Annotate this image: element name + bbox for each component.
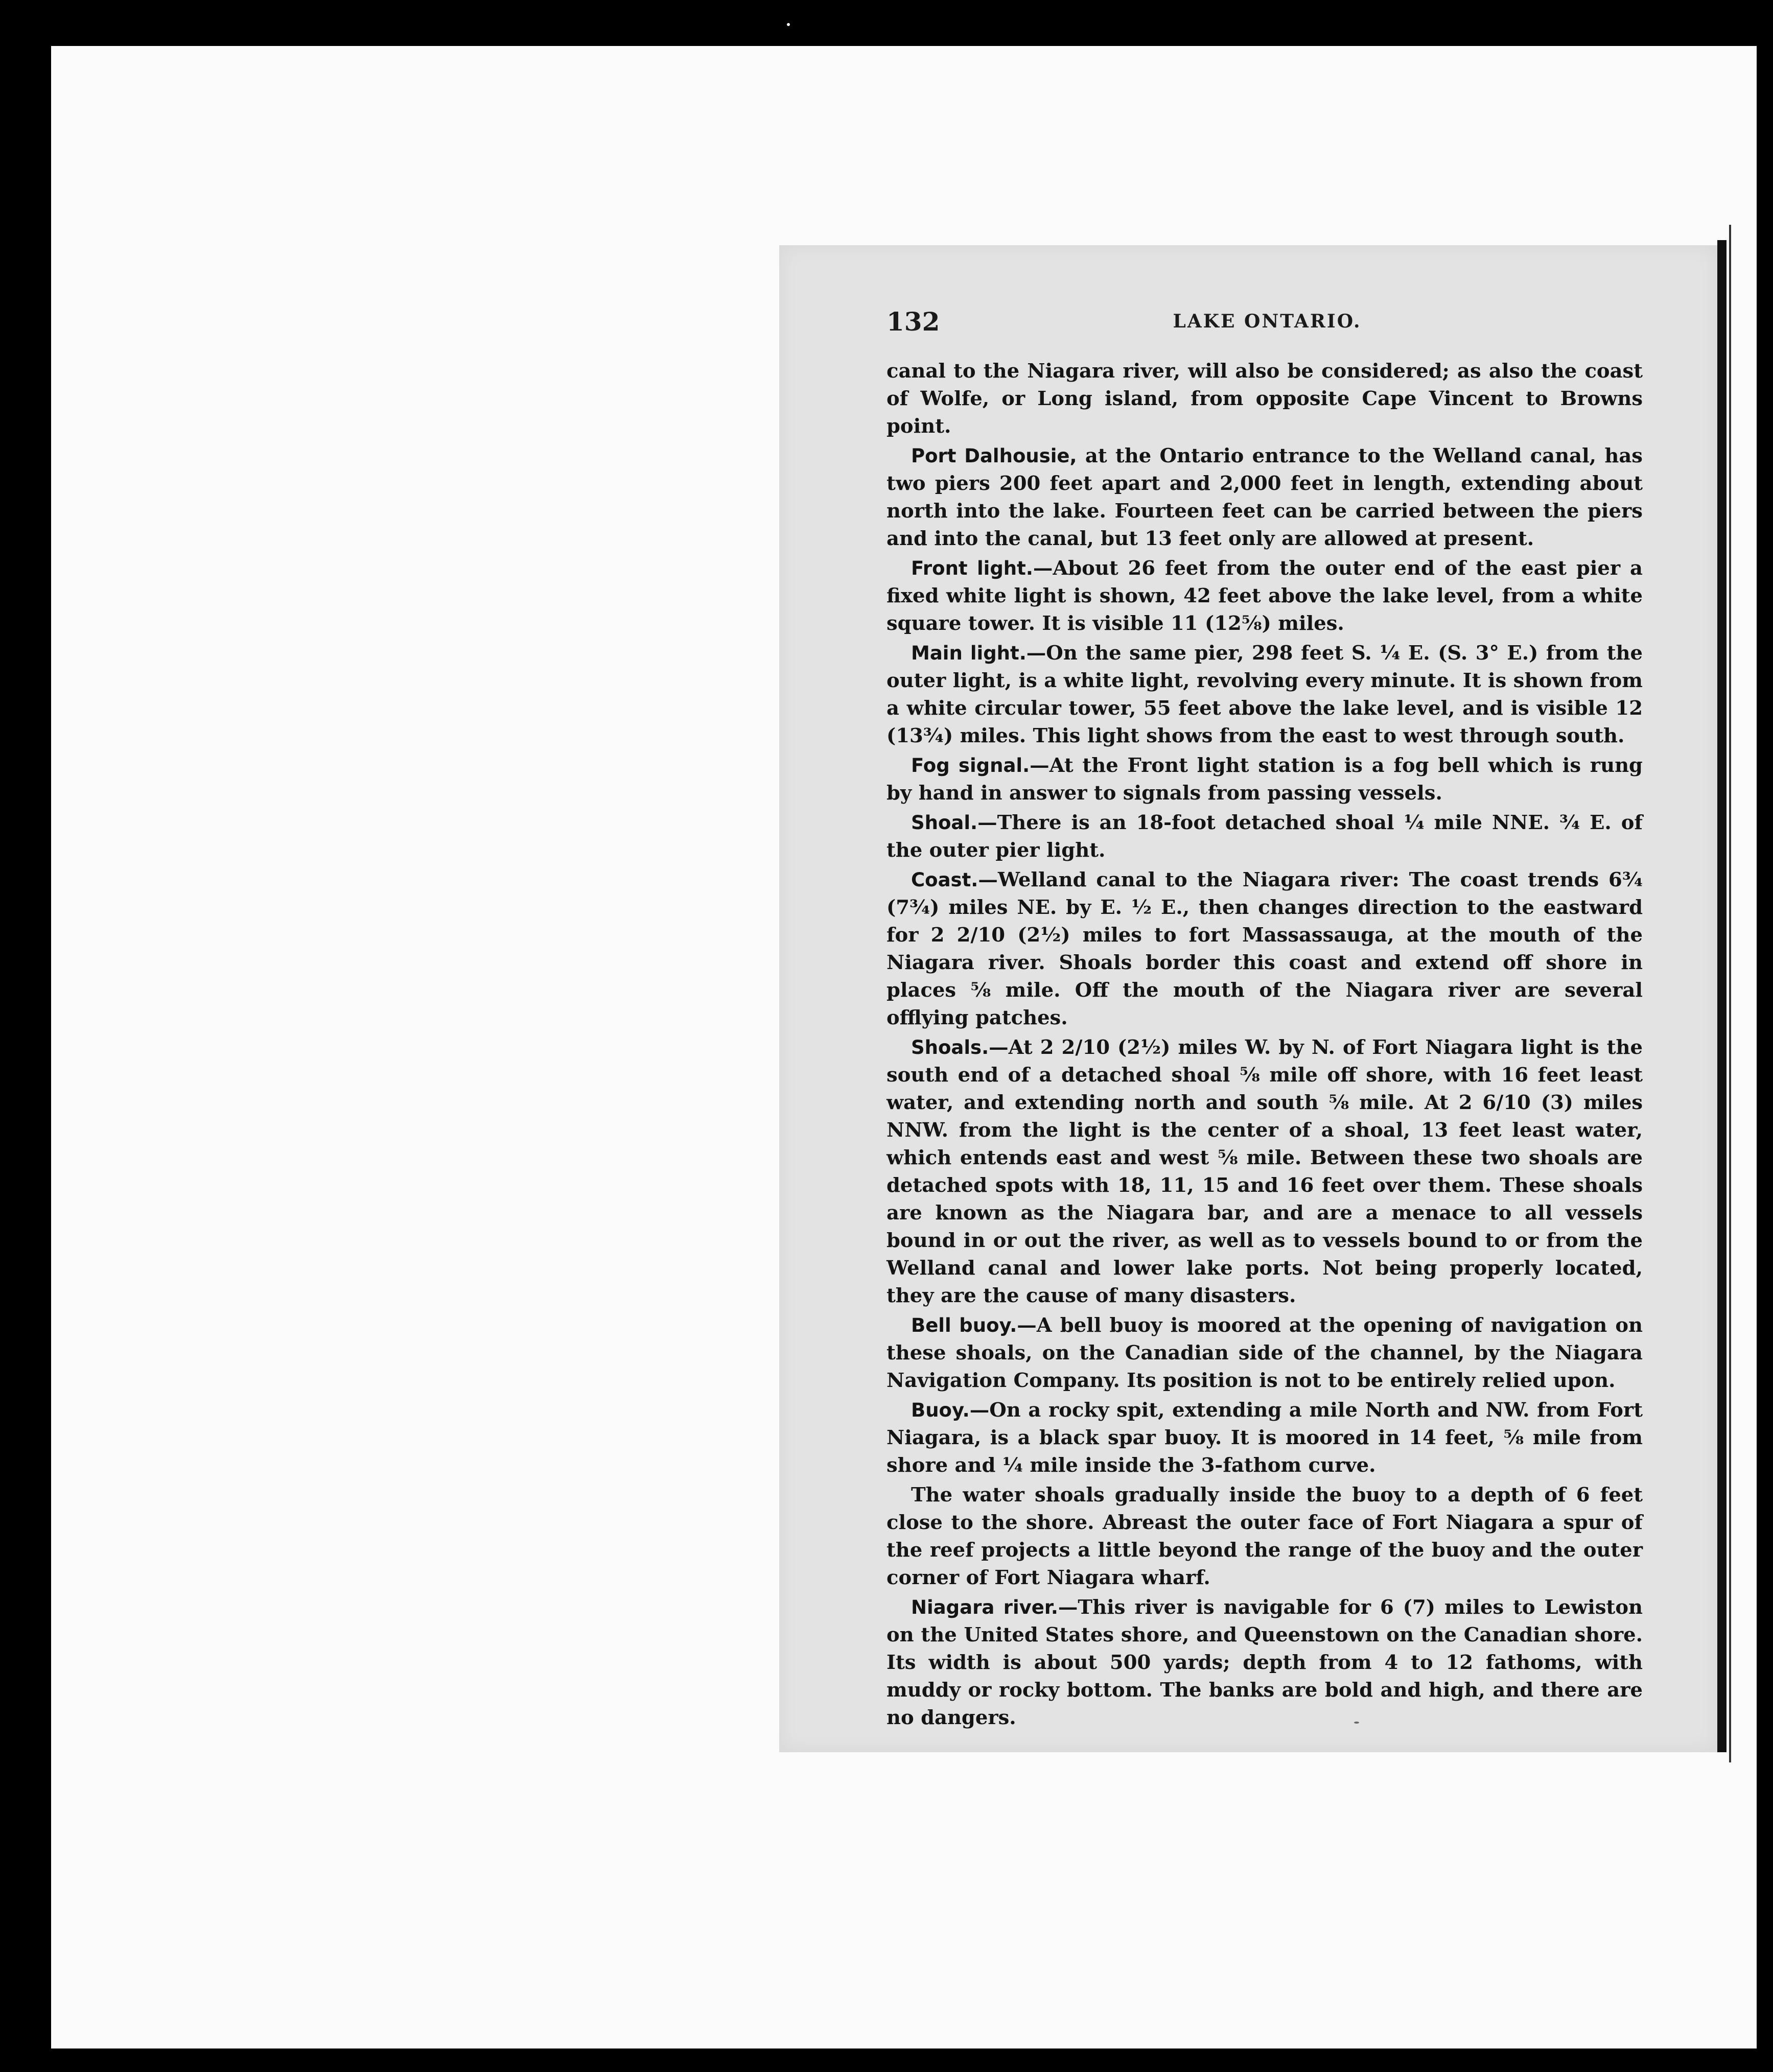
paragraph-water-shoals xyxy=(886,1481,1643,1592)
section-heading: Port Dalhousie, xyxy=(911,445,1077,467)
section-heading: Shoal. xyxy=(911,812,978,834)
paragraph-coast xyxy=(886,866,1643,1032)
paragraph-body: —At the Front light station is a fog bell which is rung by hand in answer to signals from passing vessels. xyxy=(886,754,1643,805)
section-heading: Niagara river. xyxy=(911,1596,1058,1618)
paragraph-body: —At 2 2/10 (2½) miles W. by N. of Fort Niagara light is the south end of a detached shoal ⅝ mile off shore, with 16 feet least water, and extending north and south ⅝ mile. At 2 6/10 (3) miles NNW. from the light is the center of a shoal, 13 feet least water, which entends east and west ⅝ mile. Between these two shoals are detached spots with 18, 11, 15 and 16 feet over them. These shoals are known as the Niagara bar, and are a menace to all vessels bound in or out the river, as well as to vessels bound to or from the Welland canal and lower lake ports. Not being properly located, they are the cause of many disasters. xyxy=(886,1036,1643,1307)
paragraph-body: —Welland canal to the Niagara river: The coast trends 6¾ (7¾) miles NE. by E. ½ E., then changes direction to the eastward for 2 2/10 (2½) miles to fort Massassauga, at the mouth of the Niagara river. Shoals border this coast and extend off shore in places ⅝ mile. Off the mouth of the Niagara river are several offlying patches. xyxy=(886,868,1643,1029)
film-frame-top xyxy=(0,0,1773,46)
paragraph-body: —About 26 feet from the outer end of the east pier a fixed white light is shown, 42 feet above the lake level, from a white square tower. It is visible 11 (12⅝) miles. xyxy=(886,557,1643,635)
film-speck xyxy=(787,23,790,26)
film-frame-bottom xyxy=(0,2049,1773,2072)
paragraph-front-light xyxy=(886,555,1643,638)
film-speck xyxy=(1354,1722,1359,1724)
page-binding-edge xyxy=(1717,240,1727,1752)
paragraph-buoy xyxy=(886,1397,1643,1479)
paragraph-fog-signal xyxy=(886,752,1643,807)
page-binding-shadow xyxy=(1729,225,1731,1762)
paragraph-body: The water shoals gradually inside the buoy to a depth of 6 feet close to the shore. Abreast the outer face of Fort Niagara a spur of the reef projects a little beyond the range of the buoy and the outer corner of Fort Niagara wharf. xyxy=(886,1484,1643,1589)
section-heading: Buoy. xyxy=(911,1399,970,1421)
paragraph-body: canal to the Niagara river, will also be considered; as also the coast of Wolfe, or Long island, from opposite Cape Vincent to Browns point. xyxy=(886,360,1643,438)
film-frame-right xyxy=(1757,46,1773,2049)
paragraph-body: —On a rocky spit, extending a mile North and NW. from Fort Niagara, is a black spar buoy. It is moored in 14 feet, ⅝ mile from shore and ¼ mile inside the 3-fathom curve. xyxy=(886,1399,1643,1477)
paragraph-port-dalhousie xyxy=(886,442,1643,553)
running-title: LAKE ONTARIO. xyxy=(1173,311,1362,332)
paragraph-main-light xyxy=(886,640,1643,750)
page-number: 132 xyxy=(886,307,940,337)
running-head xyxy=(886,307,1648,342)
paragraph-bell-buoy xyxy=(886,1312,1643,1395)
body-text xyxy=(886,358,1643,1734)
section-heading: Shoals. xyxy=(911,1037,989,1058)
paragraph-body: —A bell buoy is moored at the opening of navigation on these shoals, on the Canadian side of the channel, by the Niagara Navigation Company. Its position is not to be entirely relied upon. xyxy=(886,1314,1643,1392)
section-heading: Front light. xyxy=(911,557,1033,579)
section-heading: Fog signal. xyxy=(911,755,1030,776)
section-heading: Main light. xyxy=(911,642,1027,664)
section-heading: Coast. xyxy=(911,869,978,891)
paragraph-body: —There is an 18-foot detached shoal ¼ mile NNE. ¾ E. of the outer pier light. xyxy=(886,811,1643,862)
paragraph-shoal xyxy=(886,809,1643,864)
paragraph-body: —On the same pier, 298 feet S. ¼ E. (S. 3° E.) from the outer light, is a white light, revolving every minute. It is shown from a white circular tower, 55 feet above the lake level, and is visible 12 (13¾) miles. This light shows from the east to west through south. xyxy=(886,642,1643,747)
paragraph-shoals xyxy=(886,1034,1643,1310)
section-heading: Bell buoy. xyxy=(911,1314,1017,1336)
paragraph-intro xyxy=(886,358,1643,440)
paragraph-body: —This river is navigable for 6 (7) miles to Lewiston on the United States shore, and Queenstown on the Canadian shore. Its width is about 500 yards; depth from 4 to 12 fathoms, with muddy or rocky bottom. The banks are bold and high, and there are no dangers. xyxy=(886,1596,1643,1729)
paragraph-body: at the Ontario entrance to the Welland canal, has two piers 200 feet apart and 2,000 feet in length, extending about north into the lake. Fourteen feet can be carried between the piers and into the canal, but 13 feet only are allowed at present. xyxy=(886,444,1643,550)
film-frame-left xyxy=(0,0,51,2072)
paragraph-niagara-river xyxy=(886,1594,1643,1732)
